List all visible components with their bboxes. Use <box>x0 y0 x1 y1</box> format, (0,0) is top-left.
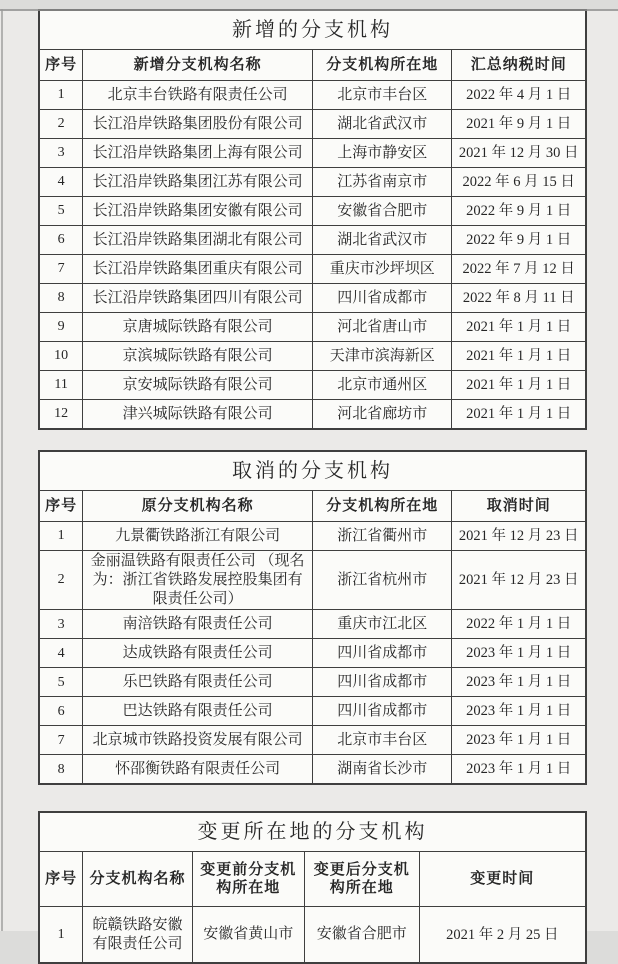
table-cell: 湖南省长沙市 <box>312 755 451 785</box>
column-header: 取消时间 <box>452 491 586 522</box>
table-cell: 安徽省合肥市 <box>312 197 451 226</box>
table-cell: 2021 年 2 月 25 日 <box>419 907 586 964</box>
table-cell: 四川省成都市 <box>312 697 451 726</box>
table-cell: 京安城际铁路有限公司 <box>83 371 313 400</box>
table-cell: 津兴城际铁路有限公司 <box>83 400 313 430</box>
table-cell: 南涪铁路有限责任公司 <box>83 610 313 639</box>
table-cell: 长江沿岸铁路集团湖北有限公司 <box>83 226 313 255</box>
column-header: 新增分支机构名称 <box>83 50 313 81</box>
table-row <box>39 342 586 371</box>
table-cell: 12 <box>39 400 83 430</box>
table-cell: 长江沿岸铁路集团股份有限公司 <box>83 110 313 139</box>
column-header: 变更前分支机构所在地 <box>192 852 304 907</box>
table-row <box>39 255 586 284</box>
table-cell: 2021 年 12 月 23 日 <box>452 551 586 610</box>
table-cell: 3 <box>39 139 83 168</box>
table-cell: 2021 年 12 月 23 日 <box>452 522 586 551</box>
column-header: 序号 <box>39 852 83 907</box>
table-cell: 7 <box>39 255 83 284</box>
table-cell: 长江沿岸铁路集团四川有限公司 <box>83 284 313 313</box>
column-header: 序号 <box>39 50 83 81</box>
table-cell: 1 <box>39 522 83 551</box>
relocated-branches-table <box>38 811 587 964</box>
table-cell: 长江沿岸铁路集团上海有限公司 <box>83 139 313 168</box>
table-cell: 2023 年 1 月 1 日 <box>452 668 586 697</box>
table-cell: 湖北省武汉市 <box>312 110 451 139</box>
table-cell: 长江沿岸铁路集团重庆有限公司 <box>83 255 313 284</box>
table-cell: 2021 年 1 月 1 日 <box>452 371 586 400</box>
table-row <box>39 668 586 697</box>
table-cell: 9 <box>39 313 83 342</box>
table-cell: 怀邵衡铁路有限责任公司 <box>83 755 313 785</box>
table-cell: 上海市静安区 <box>312 139 451 168</box>
table-cell: 京滨城际铁路有限公司 <box>83 342 313 371</box>
table-cell: 河北省廊坊市 <box>312 400 451 430</box>
table-row <box>39 551 586 610</box>
table-title: 变更所在地的分支机构 <box>39 812 586 852</box>
table-cell: 2022 年 7 月 12 日 <box>452 255 586 284</box>
column-header: 分支机构所在地 <box>312 50 451 81</box>
table-cell: 8 <box>39 755 83 785</box>
table-cell: 2021 年 1 月 1 日 <box>452 342 586 371</box>
table-cell: 北京市通州区 <box>312 371 451 400</box>
document-page <box>0 9 618 952</box>
table-cell: 2023 年 1 月 1 日 <box>452 639 586 668</box>
table-cell: 2022 年 6 月 15 日 <box>452 168 586 197</box>
table-cell: 3 <box>39 610 83 639</box>
table-cell: 四川省成都市 <box>312 639 451 668</box>
table-row <box>39 313 586 342</box>
relocated-branches-header-row <box>39 852 586 907</box>
column-header: 原分支机构名称 <box>83 491 313 522</box>
table-row <box>39 610 586 639</box>
table-cell: 北京丰台铁路有限责任公司 <box>83 81 313 110</box>
table-title: 新增的分支机构 <box>39 10 586 50</box>
table-cell: 2021 年 9 月 1 日 <box>452 110 586 139</box>
table-cell: 6 <box>39 226 83 255</box>
table-cell: 达成铁路有限责任公司 <box>83 639 313 668</box>
table-cell: 2023 年 1 月 1 日 <box>452 697 586 726</box>
table-cell: 江苏省南京市 <box>312 168 451 197</box>
table-cell: 1 <box>39 907 83 964</box>
table-cell: 北京城市铁路投资发展有限公司 <box>83 726 313 755</box>
table-cell: 10 <box>39 342 83 371</box>
table-cell: 重庆市江北区 <box>312 610 451 639</box>
table-cell: 2022 年 1 月 1 日 <box>452 610 586 639</box>
column-header: 分支机构所在地 <box>312 491 451 522</box>
table-cell: 长江沿岸铁路集团江苏有限公司 <box>83 168 313 197</box>
table-cell: 四川省成都市 <box>312 668 451 697</box>
table-row <box>39 726 586 755</box>
table-cell: 5 <box>39 197 83 226</box>
table-cell: 2021 年 1 月 1 日 <box>452 400 586 430</box>
table-cell: 2023 年 1 月 1 日 <box>452 726 586 755</box>
table-row <box>39 907 586 964</box>
table-row <box>39 400 586 430</box>
table-cell: 2022 年 9 月 1 日 <box>452 226 586 255</box>
table-cell: 安徽省黄山市 <box>192 907 304 964</box>
column-header: 分支机构名称 <box>83 852 192 907</box>
table-cell: 浙江省衢州市 <box>312 522 451 551</box>
table-cell: 北京市丰台区 <box>312 726 451 755</box>
column-header: 变更后分支机构所在地 <box>304 852 419 907</box>
table-row <box>39 522 586 551</box>
added-branches-header-row <box>39 50 586 81</box>
added-branches-table <box>38 9 587 430</box>
cancelled-branches-title-row <box>39 451 586 491</box>
table-cell: 四川省成都市 <box>312 284 451 313</box>
table-title: 取消的分支机构 <box>39 451 586 491</box>
cancelled-branches-header-row <box>39 491 586 522</box>
table-cell: 金丽温铁路有限责任公司 （现名为：浙江省铁路发展控股集团有限责任公司） <box>83 551 313 610</box>
table-cell: 2 <box>39 110 83 139</box>
table-cell: 重庆市沙坪坝区 <box>312 255 451 284</box>
table-row <box>39 639 586 668</box>
table-cell: 安徽省合肥市 <box>304 907 419 964</box>
table-cell: 2022 年 4 月 1 日 <box>452 81 586 110</box>
table-row <box>39 284 586 313</box>
table-cell: 8 <box>39 284 83 313</box>
added-branches-title-row <box>39 10 586 50</box>
table-row <box>39 110 586 139</box>
table-row <box>39 81 586 110</box>
table-cell: 天津市滨海新区 <box>312 342 451 371</box>
table-row <box>39 697 586 726</box>
table-cell: 2021 年 1 月 1 日 <box>452 313 586 342</box>
table-cell: 北京市丰台区 <box>312 81 451 110</box>
table-cell: 2021 年 12 月 30 日 <box>452 139 586 168</box>
table-cell: 皖赣铁路安徽有限责任公司 <box>83 907 192 964</box>
cancelled-branches-table <box>38 450 587 785</box>
table-cell: 乐巴铁路有限责任公司 <box>83 668 313 697</box>
table-cell: 11 <box>39 371 83 400</box>
table-cell: 2 <box>39 551 83 610</box>
column-header: 序号 <box>39 491 83 522</box>
table-row <box>39 197 586 226</box>
table-cell: 湖北省武汉市 <box>312 226 451 255</box>
table-cell: 九景衢铁路浙江有限公司 <box>83 522 313 551</box>
table-cell: 长江沿岸铁路集团安徽有限公司 <box>83 197 313 226</box>
table-row <box>39 139 586 168</box>
table-cell: 4 <box>39 639 83 668</box>
table-cell: 巴达铁路有限责任公司 <box>83 697 313 726</box>
table-cell: 4 <box>39 168 83 197</box>
table-cell: 5 <box>39 668 83 697</box>
table-cell: 7 <box>39 726 83 755</box>
table-cell: 河北省唐山市 <box>312 313 451 342</box>
table-row <box>39 755 586 785</box>
table-row <box>39 226 586 255</box>
table-cell: 2023 年 1 月 1 日 <box>452 755 586 785</box>
table-cell: 京唐城际铁路有限公司 <box>83 313 313 342</box>
table-row <box>39 168 586 197</box>
column-header: 变更时间 <box>419 852 586 907</box>
relocated-branches-title-row <box>39 812 586 852</box>
table-cell: 1 <box>39 81 83 110</box>
table-cell: 2022 年 8 月 11 日 <box>452 284 586 313</box>
column-header: 汇总纳税时间 <box>452 50 586 81</box>
table-row <box>39 371 586 400</box>
table-cell: 浙江省杭州市 <box>312 551 451 610</box>
table-cell: 6 <box>39 697 83 726</box>
table-cell: 2022 年 9 月 1 日 <box>452 197 586 226</box>
